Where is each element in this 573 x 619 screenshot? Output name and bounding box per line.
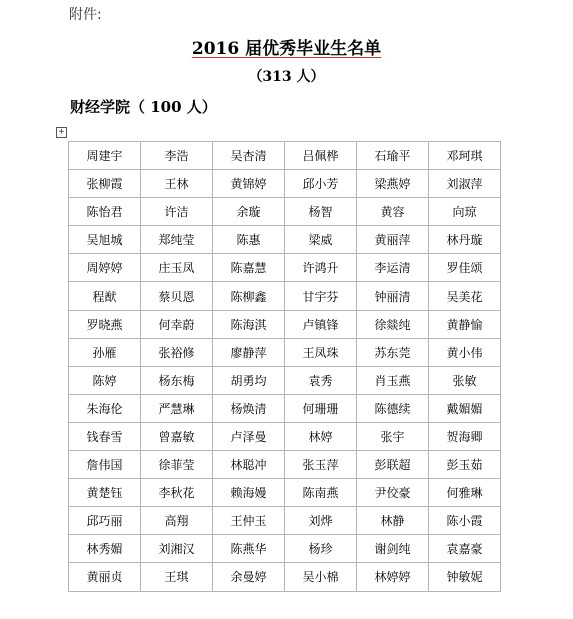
name-cell: 彭玉茹 <box>429 451 501 479</box>
name-cell: 林婷婷 <box>357 563 429 591</box>
name-cell: 李运清 <box>357 254 429 282</box>
name-cell: 向琼 <box>429 198 501 226</box>
table-row <box>69 338 501 366</box>
name-cell: 陈婷 <box>69 366 141 394</box>
name-cell: 林静 <box>357 507 429 535</box>
name-cell: 谢剑纯 <box>357 535 429 563</box>
table-row <box>69 479 501 507</box>
name-cell: 卢泽曼 <box>213 422 285 450</box>
name-cell: 李浩 <box>141 142 213 170</box>
name-cell: 邓珂琪 <box>429 142 501 170</box>
name-cell: 陈惠 <box>213 226 285 254</box>
name-cell: 吴美花 <box>429 282 501 310</box>
name-cell: 刘烨 <box>285 507 357 535</box>
name-cell: 周婷婷 <box>69 254 141 282</box>
table-row <box>69 170 501 198</box>
name-cell: 张玉萍 <box>285 451 357 479</box>
name-cell: 杨珍 <box>285 535 357 563</box>
name-cell: 陈海淇 <box>213 310 285 338</box>
name-cell: 陈小霞 <box>429 507 501 535</box>
name-cell: 徐菲莹 <box>141 451 213 479</box>
table-row <box>69 282 501 310</box>
table-row <box>69 563 501 591</box>
name-cell: 黄丽萍 <box>357 226 429 254</box>
name-cell: 许洁 <box>141 198 213 226</box>
name-cell: 黄锦婷 <box>213 170 285 198</box>
table-row <box>69 422 501 450</box>
table-row <box>69 310 501 338</box>
name-cell: 贺海卿 <box>429 422 501 450</box>
name-cell: 陈柳鑫 <box>213 282 285 310</box>
attachment-label: 附件: <box>69 7 102 23</box>
name-cell: 孙雁 <box>69 338 141 366</box>
name-cell: 吕佩桦 <box>285 142 357 170</box>
name-cell: 陈嘉慧 <box>213 254 285 282</box>
name-cell: 钱春雪 <box>69 422 141 450</box>
name-cell: 刘湘汉 <box>141 535 213 563</box>
name-cell: 何雅琳 <box>429 479 501 507</box>
name-cell: 袁秀 <box>285 366 357 394</box>
name-cell: 甘宇芬 <box>285 282 357 310</box>
table-row <box>69 394 501 422</box>
document-title-text: 2016 届优秀毕业生名单 <box>191 39 382 59</box>
name-cell: 吴小棉 <box>285 563 357 591</box>
document-title <box>0 34 573 59</box>
name-cell: 邱小芳 <box>285 170 357 198</box>
table-row <box>69 535 501 563</box>
name-cell: 吴杏清 <box>213 142 285 170</box>
name-cell: 胡勇均 <box>213 366 285 394</box>
name-cell: 黄容 <box>357 198 429 226</box>
name-cell: 张裕修 <box>141 338 213 366</box>
name-cell: 程猷 <box>69 282 141 310</box>
name-cell: 王林 <box>141 170 213 198</box>
name-cell: 周建宇 <box>69 142 141 170</box>
name-cell: 李秋花 <box>141 479 213 507</box>
name-cell: 王凤珠 <box>285 338 357 366</box>
table-row <box>69 366 501 394</box>
name-cell: 罗佳颂 <box>429 254 501 282</box>
name-cell: 张柳霞 <box>69 170 141 198</box>
name-cell: 苏东莞 <box>357 338 429 366</box>
name-cell: 严慧琳 <box>141 394 213 422</box>
name-cell: 徐燚纯 <box>357 310 429 338</box>
name-cell: 陈南燕 <box>285 479 357 507</box>
name-cell: 赖海嫚 <box>213 479 285 507</box>
name-cell: 吴旭城 <box>69 226 141 254</box>
name-cell: 陈燕华 <box>213 535 285 563</box>
name-cell: 林婷 <box>285 422 357 450</box>
name-cell: 王仲玉 <box>213 507 285 535</box>
name-cell: 黄丽贞 <box>69 563 141 591</box>
names-table-body <box>69 142 501 592</box>
table-row <box>69 198 501 226</box>
name-cell: 高翔 <box>141 507 213 535</box>
name-cell: 钟敏妮 <box>429 563 501 591</box>
name-cell: 王琪 <box>141 563 213 591</box>
name-cell: 林秀媚 <box>69 535 141 563</box>
name-cell: 余璇 <box>213 198 285 226</box>
name-cell: 梁燕婷 <box>357 170 429 198</box>
name-cell: 林聪冲 <box>213 451 285 479</box>
table-row <box>69 507 501 535</box>
total-count: （313 人） <box>248 69 325 85</box>
name-cell: 刘淑萍 <box>429 170 501 198</box>
table-row <box>69 226 501 254</box>
name-cell: 张敏 <box>429 366 501 394</box>
name-cell: 邱巧丽 <box>69 507 141 535</box>
table-row <box>69 451 501 479</box>
table-row <box>69 254 501 282</box>
name-cell: 罗晓燕 <box>69 310 141 338</box>
name-cell: 朱海伦 <box>69 394 141 422</box>
name-cell: 黄静愉 <box>429 310 501 338</box>
name-cell: 廖静萍 <box>213 338 285 366</box>
section-heading: 财经学院（ 100 人） <box>70 98 217 116</box>
name-cell: 陈怡君 <box>69 198 141 226</box>
name-cell: 黄楚钰 <box>69 479 141 507</box>
name-cell: 何珊珊 <box>285 394 357 422</box>
name-cell: 钟丽清 <box>357 282 429 310</box>
name-cell: 杨焕清 <box>213 394 285 422</box>
table-row <box>69 142 501 170</box>
name-cell: 尹佼豪 <box>357 479 429 507</box>
name-cell: 杨智 <box>285 198 357 226</box>
name-cell: 余曼婷 <box>213 563 285 591</box>
name-cell: 何幸蔚 <box>141 310 213 338</box>
name-cell: 石瑜平 <box>357 142 429 170</box>
name-cell: 彭联超 <box>357 451 429 479</box>
table-move-handle-icon[interactable]: + <box>56 127 67 138</box>
name-cell: 林丹璇 <box>429 226 501 254</box>
name-cell: 卢镇锋 <box>285 310 357 338</box>
name-cell: 詹伟国 <box>69 451 141 479</box>
name-cell: 庄玉凤 <box>141 254 213 282</box>
name-cell: 陈德续 <box>357 394 429 422</box>
name-cell: 杨东梅 <box>141 366 213 394</box>
graduate-names-table <box>68 141 501 592</box>
name-cell: 袁嘉豪 <box>429 535 501 563</box>
name-cell: 许鸿升 <box>285 254 357 282</box>
name-cell: 梁威 <box>285 226 357 254</box>
name-cell: 肖玉燕 <box>357 366 429 394</box>
name-cell: 曾嘉敏 <box>141 422 213 450</box>
name-cell: 蔡贝恩 <box>141 282 213 310</box>
name-cell: 郑纯莹 <box>141 226 213 254</box>
name-cell: 张宇 <box>357 422 429 450</box>
name-cell: 黄小伟 <box>429 338 501 366</box>
name-cell: 戴媚媚 <box>429 394 501 422</box>
